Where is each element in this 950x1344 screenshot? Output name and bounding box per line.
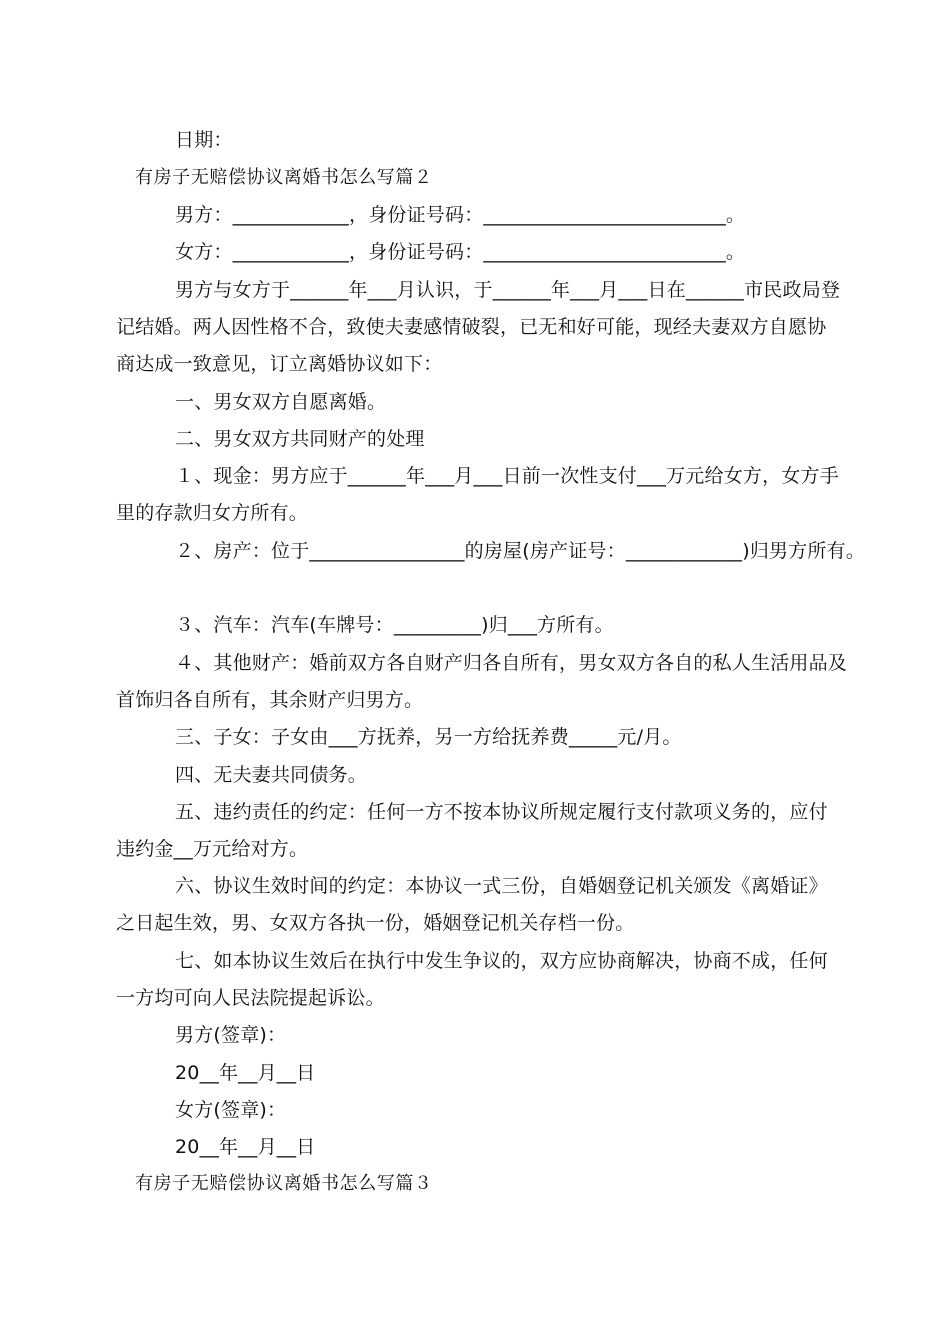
clause-4-debt: 四、无夫妻共同债务。: [175, 764, 368, 786]
intro-paragraph-line: 记结婚。两人因性格不合，致使夫妻感情破裂，已无和好可能，现经夫妻双方自愿协: [116, 316, 827, 338]
car-clause: ３、汽车：汽车(车牌号：_________)归___方所有。: [175, 614, 614, 636]
male-party-line: 男方：____________，身份证号码：_________________________。: [175, 204, 746, 226]
effective-clause-line: 之日起生效，男、女双方各执一份，婚姻登记机关存档一份。: [116, 912, 635, 934]
cash-clause-line: 里的存款归女方所有。: [116, 502, 309, 524]
intro-paragraph-line: 男方与女方于______年___月认识，于______年___月___日在______市民政局登: [175, 279, 841, 301]
section-heading-3: 有房子无赔偿协议离婚书怎么写篇３: [135, 1173, 433, 1194]
breach-clause-line: 违约金__万元给对方。: [116, 838, 309, 860]
house-clause: ２、房产：位于________________的房屋(房产证号：____________)归男方所有。: [175, 540, 866, 562]
date-label: 日期：: [175, 129, 233, 151]
female-signature-date: 20__年__月__日: [175, 1136, 316, 1158]
breach-clause-line: 五、违约责任的约定：任何一方不按本协议所规定履行支付款项义务的，应付: [175, 801, 828, 823]
male-signature-label: 男方(签章)：: [175, 1024, 287, 1046]
clause-2: 二、男女双方共同财产的处理: [175, 428, 425, 450]
dispute-clause-line: 七、如本协议生效后在执行中发生争议的，双方应协商解决，协商不成，任何: [175, 950, 828, 972]
clause-1: 一、男女双方自愿离婚。: [175, 391, 387, 413]
female-signature-label: 女方(签章)：: [175, 1099, 287, 1121]
intro-paragraph-line: 商达成一致意见，订立离婚协议如下：: [116, 353, 443, 375]
other-property-line: ４、其他财产：婚前双方各自财产归各自所有，男女双方各自的私人生活用品及: [175, 652, 848, 674]
dispute-clause-line: 一方均可向人民法院提起诉讼。: [116, 987, 385, 1009]
clause-3-children: 三、子女：子女由___方抚养，另一方给抚养费_____元/月。: [175, 726, 682, 748]
cash-clause-line: １、现金：男方应于______年___月___日前一次性支付___万元给女方，女方手: [175, 465, 839, 487]
section-heading-2: 有房子无赔偿协议离婚书怎么写篇２: [135, 167, 433, 188]
effective-clause-line: 六、协议生效时间的约定：本协议一式三份，自婚姻登记机关颁发《离婚证》: [175, 875, 828, 897]
male-signature-date: 20__年__月__日: [175, 1062, 316, 1084]
female-party-line: 女方：____________，身份证号码：_________________________。: [175, 241, 746, 263]
other-property-line: 首饰归各自所有，其余财产归男方。: [116, 689, 424, 711]
